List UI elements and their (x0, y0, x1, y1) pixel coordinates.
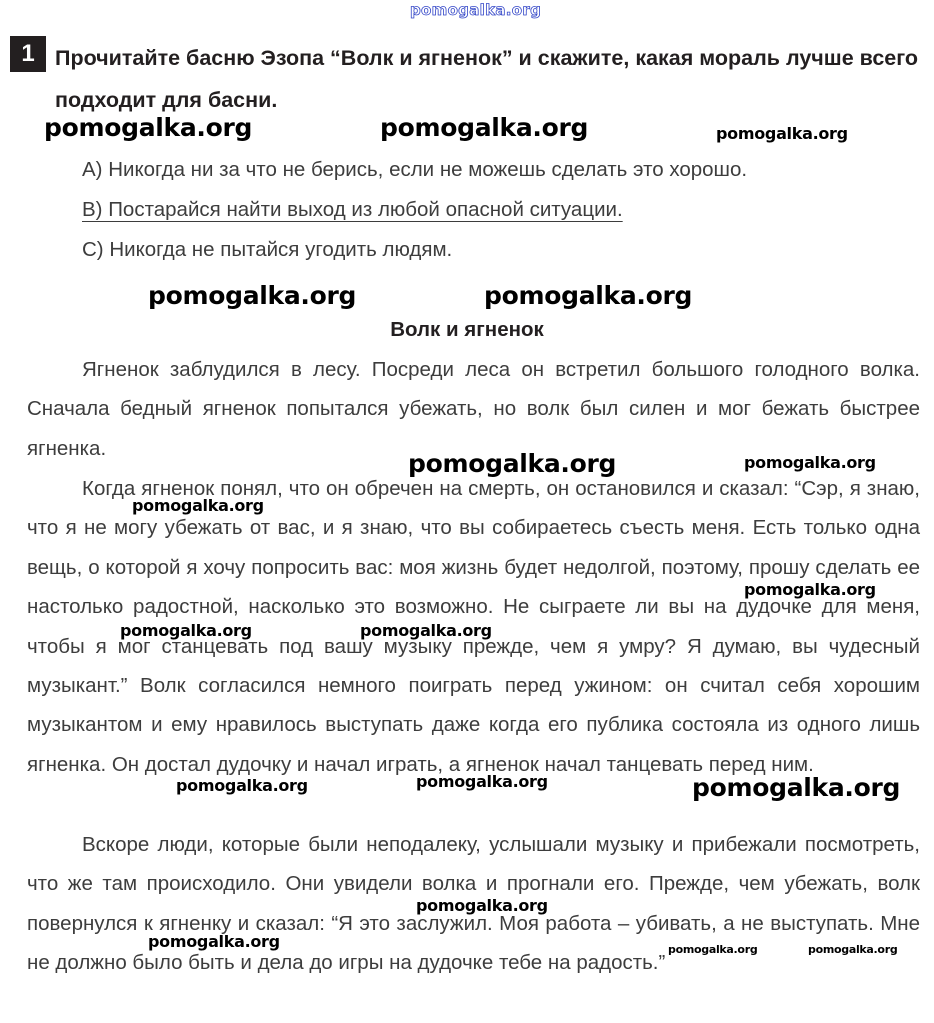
watermark: pomogalka.org (808, 943, 898, 956)
watermark: pomogalka.org (668, 943, 758, 956)
task-instruction: Прочитайте басню Эзопа “Волк и ягненок” и скажите, какая мораль лучше всего подходит для басни. (55, 46, 919, 112)
site-watermark-header: pomogalka.org (410, 1, 542, 19)
watermark: pomogalka.org (484, 281, 693, 310)
fable-title: Волк и ягненок (390, 318, 544, 341)
watermark: pomogalka.org (176, 776, 308, 795)
option-c: C) Никогда не пытайся угодить людям. (82, 238, 453, 261)
watermark: pomogalka.org (416, 772, 548, 791)
watermark: pomogalka.org (416, 896, 548, 915)
watermark: pomogalka.org (744, 453, 876, 472)
fable-paragraph-2: Когда ягненок понял, что он обречен на смерть, он остановился и сказал: “Сэр, я знаю, что я не могу убежать от вас, и я знаю, что вы собираетесь съесть меня. Есть только одна вещь, о которой я хочу попросить вас: моя жизнь будет недолгой, поэтому, прошу сделать ее настолько радостной, насколько это возможно. Не сыграете ли вы на дудочке для меня, чтобы я мог станцевать под вашу музыку прежде, чем я умру? Я думаю, вы чудесный музыкант.” Волк согласился немного поиграть перед ужином: он считал себя хорошим музыкантом и ему нравилось выступать даже когда его публика состояла из одного лишь ягненка. Он достал дудочку и начал играть, а ягненок начал танцевать перед ним. (27, 477, 920, 776)
watermark: pomogalka.org (716, 124, 848, 143)
watermark: pomogalka.org (148, 281, 357, 310)
watermark: pomogalka.org (692, 773, 901, 802)
watermark: pomogalka.org (744, 580, 876, 599)
watermark: pomogalka.org (132, 496, 264, 515)
option-b-selected: B) Постарайся найти выход из любой опасной ситуации. (82, 198, 623, 221)
watermark: pomogalka.org (360, 621, 492, 640)
watermark: pomogalka.org (44, 113, 253, 142)
watermark: pomogalka.org (120, 621, 252, 640)
watermark: pomogalka.org (380, 113, 589, 142)
watermark: pomogalka.org (408, 449, 617, 478)
fable-paragraph-1: Ягненок заблудился в лесу. Посреди леса он встретил большого голодного волка. Сначала бедный ягненок попытался убежать, но волк был силен и мог бежать быстрее ягненка. (27, 358, 920, 460)
option-a: A) Никогда ни за что не берись, если не можешь сделать это хорошо. (82, 158, 748, 181)
watermark: pomogalka.org (148, 932, 280, 951)
fable-paragraph-3: Вскоре люди, которые были неподалеку, услышали музыку и прибежали посмотреть, что же там происходило. Они увидели волка и прогнали его. Прежде, чем убежать, волк повернулся к ягненку и сказал: “Я это заслужил. Моя работа – убивать, а не выступать. Мне не должно было быть и дела до игры на дудочке тебе на радость.” (27, 833, 920, 975)
task-number-badge: 1 (10, 36, 46, 72)
